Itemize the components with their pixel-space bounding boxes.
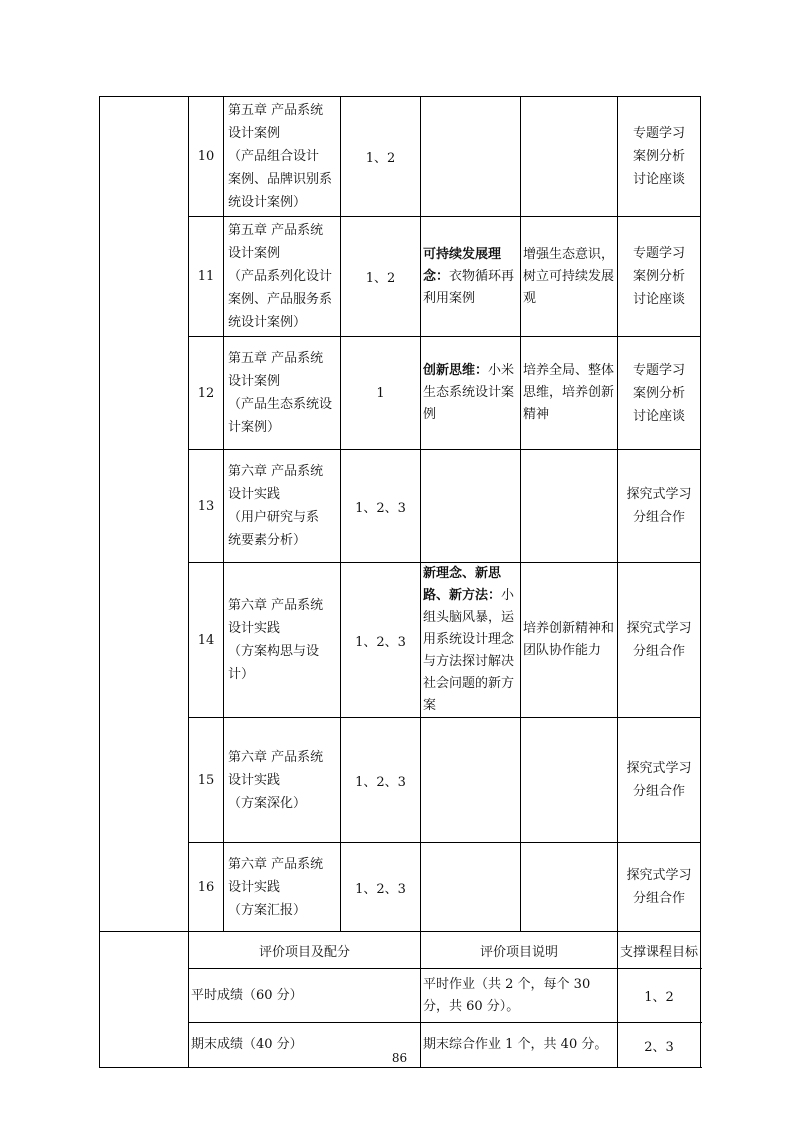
- blank-side-cell: [100, 932, 189, 1068]
- page-content: [99, 96, 700, 1068]
- week-number: 15: [189, 718, 224, 843]
- table-row: [100, 718, 701, 843]
- chapter-title: 第五章 产品系统: [228, 351, 324, 366]
- table-row: [100, 563, 701, 718]
- table-row: [100, 450, 701, 563]
- method-line: 探究式学习: [626, 868, 692, 883]
- course-goal: 1、2、3: [341, 563, 421, 718]
- chapter-detail: （产品组合设计: [228, 149, 320, 164]
- chapter-detail: （方案汇报）: [228, 902, 307, 918]
- eval-target: 2、3: [618, 1023, 701, 1068]
- chapter-topic: 设计实践: [228, 621, 281, 636]
- table-row: [100, 843, 701, 932]
- chapter-detail: 统设计案例）: [228, 315, 307, 330]
- chapter-title: 第五章 产品系统: [228, 223, 324, 238]
- blank-side-cell: [100, 97, 189, 932]
- eval-target: 1、2: [618, 969, 701, 1023]
- table-row: [100, 217, 701, 337]
- chapter-detail: （产品系列化设计: [228, 269, 333, 284]
- week-number: 10: [189, 97, 224, 217]
- eval-desc-header: 评价项目说明: [421, 932, 618, 969]
- chapter-detail: （产品生态系统设: [228, 397, 333, 412]
- eval-desc: 期末综合作业 1 个，共 40 分。: [421, 1023, 618, 1068]
- eval-target-header: 支撑课程目标: [618, 932, 701, 969]
- course-goal: 1、2: [341, 97, 421, 217]
- method-line: 分组合作: [632, 784, 685, 799]
- method-line: 案例分析: [632, 269, 685, 284]
- chapter-title: 第六章 产品系统: [228, 598, 324, 613]
- chapter-cell: [224, 843, 341, 932]
- schedule-table: [99, 96, 701, 1068]
- ideology-text: 衣物循环再利用案例: [423, 268, 515, 306]
- chapter-detail: 案例、品牌识别系: [228, 172, 333, 187]
- method-line: 探究式学习: [626, 761, 692, 776]
- method-line: 分组合作: [632, 510, 685, 525]
- chapter-cell: [224, 97, 341, 217]
- chapter-cell: [224, 563, 341, 718]
- chapter-detail: （方案构思与设: [228, 644, 320, 659]
- ideology-target: [521, 718, 618, 843]
- eval-desc: 平时作业（共 2 个，每个 30 分，共 60 分）。: [421, 969, 618, 1023]
- page-number: 86: [391, 1051, 408, 1065]
- course-goal: 1、2: [341, 217, 421, 337]
- ideology-text: 小米生态系统设计案例: [423, 363, 515, 422]
- teaching-method: [618, 563, 701, 718]
- week-number: 13: [189, 450, 224, 563]
- ideology-cell: [421, 718, 521, 843]
- chapter-title: 第五章 产品系统: [228, 103, 324, 118]
- chapter-title: 第六章 产品系统: [228, 856, 324, 872]
- chapter-title: 第六章 产品系统: [228, 749, 324, 765]
- method-line: 专题学习: [632, 246, 685, 261]
- ideology-target: 增强生态意识，树立可持续发展观: [521, 217, 618, 337]
- teaching-method: [618, 97, 701, 217]
- chapter-detail: （方案深化）: [228, 795, 307, 811]
- ideology-keyword: 可持续发展理念：: [423, 246, 502, 284]
- ideology-keyword: 新理念、新思路、新方法：: [423, 566, 502, 603]
- chapter-detail: （用户研究与系: [228, 510, 320, 525]
- ideology-target: [521, 97, 618, 217]
- course-goal: 1、2、3: [341, 843, 421, 932]
- ideology-cell: [421, 217, 521, 337]
- ideology-cell: [421, 563, 521, 718]
- method-line: 探究式学习: [626, 487, 692, 502]
- ideology-target: 培养全局、整体思维，培养创新精神: [521, 337, 618, 450]
- ideology-text: 小组头脑风暴，运用系统设计理念与方法探讨解决社会问题的新方案: [423, 588, 515, 713]
- course-goal: 1、2、3: [341, 718, 421, 843]
- chapter-topic: 设计实践: [228, 772, 281, 788]
- chapter-title: 第六章 产品系统: [228, 464, 324, 479]
- method-line: 案例分析: [632, 385, 685, 401]
- chapter-topic: 设计案例: [228, 374, 281, 389]
- week-number: 16: [189, 843, 224, 932]
- ideology-cell: [421, 843, 521, 932]
- week-number: 11: [189, 217, 224, 337]
- ideology-target: [521, 843, 618, 932]
- chapter-topic: 设计实践: [228, 487, 281, 502]
- method-line: 专题学习: [632, 362, 685, 378]
- chapter-cell: [224, 718, 341, 843]
- week-number: 14: [189, 563, 224, 718]
- teaching-method: [618, 718, 701, 843]
- ideology-keyword: 创新思维：: [423, 363, 489, 378]
- ideology-target: 培养创新精神和团队协作能力: [521, 563, 618, 718]
- chapter-detail: 计）: [228, 667, 255, 682]
- method-line: 讨论座谈: [632, 408, 685, 424]
- chapter-topic: 设计实践: [228, 879, 281, 895]
- chapter-detail: 统设计案例）: [228, 195, 307, 210]
- chapter-cell: [224, 337, 341, 450]
- course-goal: 1: [341, 337, 421, 450]
- method-line: 探究式学习: [626, 621, 692, 636]
- method-line: 分组合作: [632, 891, 685, 906]
- ideology-target: [521, 450, 618, 563]
- table-row: [100, 97, 701, 217]
- method-line: 案例分析: [632, 149, 685, 164]
- method-line: 讨论座谈: [632, 292, 685, 307]
- chapter-cell: [224, 450, 341, 563]
- chapter-topic: 设计案例: [228, 246, 281, 261]
- ideology-cell: [421, 97, 521, 217]
- chapter-cell: [224, 217, 341, 337]
- chapter-detail: 计案例）: [228, 420, 281, 435]
- method-line: 分组合作: [632, 644, 685, 659]
- eval-item: 期末成绩（40 分）: [189, 1023, 421, 1068]
- evaluation-row: [100, 969, 701, 1023]
- course-goal: 1、2、3: [341, 450, 421, 563]
- method-line: 专题学习: [632, 126, 685, 141]
- method-line: 讨论座谈: [632, 172, 685, 187]
- teaching-method: [618, 450, 701, 563]
- table-row: [100, 337, 701, 450]
- ideology-cell: [421, 337, 521, 450]
- chapter-detail: 案例、产品服务系: [228, 292, 333, 307]
- teaching-method: [618, 337, 701, 450]
- chapter-topic: 设计案例: [228, 126, 281, 141]
- teaching-method: [618, 217, 701, 337]
- evaluation-header-row: [100, 932, 701, 969]
- teaching-method: [618, 843, 701, 932]
- eval-item-header: 评价项目及配分: [189, 932, 421, 969]
- week-number: 12: [189, 337, 224, 450]
- eval-item: 平时成绩（60 分）: [189, 969, 421, 1023]
- ideology-cell: [421, 450, 521, 563]
- chapter-detail: 统要素分析）: [228, 533, 307, 548]
